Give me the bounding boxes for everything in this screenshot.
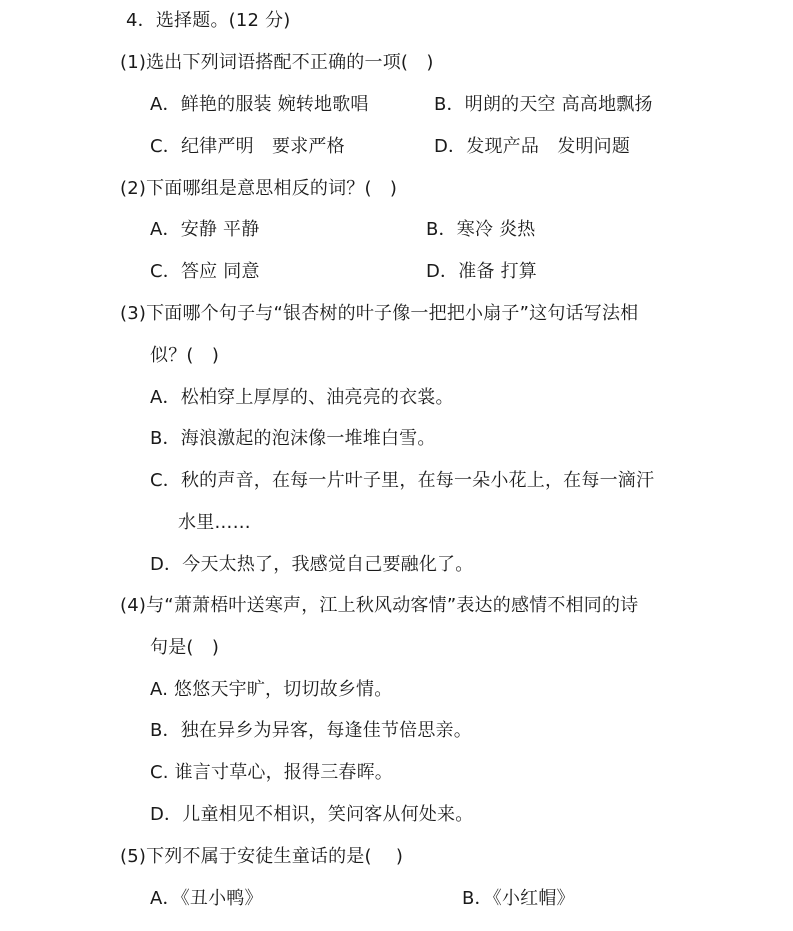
question-3-stem-line-1: (3)下面哪个句子与“银杏树的叶子像一把把小扇子”这句话写法相 xyxy=(120,303,639,324)
question-2-option-b: B．寒冷 炎热 xyxy=(426,219,536,240)
question-2-option-a: A．安静 平静 xyxy=(150,219,260,240)
question-3-option-d: D．今天太热了，我感觉自己要融化了。 xyxy=(150,554,474,575)
question-1-option-b: B．明朗的天空 高高地飘扬 xyxy=(434,94,653,115)
question-1-option-c: C．纪律严明 要求严格 xyxy=(150,136,345,157)
question-1-option-d: D．发现产品 发明问题 xyxy=(434,136,631,157)
question-3-option-c-line-1: C．秋的声音，在每一片叶子里，在每一朵小花上，在每一滴汗 xyxy=(150,470,655,491)
question-4-option-c: C. 谁言寸草心，报得三春晖。 xyxy=(150,762,394,783)
question-2-option-c: C．答应 同意 xyxy=(150,261,260,282)
question-3-option-b: B．海浪激起的泡沫像一堆堆白雪。 xyxy=(150,428,436,449)
question-4-stem-line-1: (4)与“萧萧梧叶送寒声，江上秋风动客情”表达的感情不相同的诗 xyxy=(120,595,639,616)
question-4-option-b: B．独在异乡为异客，每逢佳节倍思亲。 xyxy=(150,720,472,741)
question-5-option-b: B．《小红帽》 xyxy=(462,888,575,909)
question-3-option-c-line-2: 水里…… xyxy=(178,512,251,533)
section-heading: 4．选择题。(12 分) xyxy=(126,10,291,31)
question-4-stem-line-2: 句是( ) xyxy=(150,637,220,658)
question-2-option-d: D．准备 打算 xyxy=(426,261,537,282)
question-4-option-d: D．儿童相见不相识，笑问客从何处来。 xyxy=(150,804,474,825)
question-5-stem: (5)下列不属于安徒生童话的是( ) xyxy=(120,846,404,867)
question-4-option-a: A. 悠悠天宇旷，切切故乡情。 xyxy=(150,679,393,700)
question-3-option-a: A．松柏穿上厚厚的、油亮亮的衣裳。 xyxy=(150,387,454,408)
question-1-option-a: A．鲜艳的服装 婉转地歌唱 xyxy=(150,94,369,115)
question-1-stem: (1)选出下列词语搭配不正确的一项( ) xyxy=(120,52,434,73)
question-3-stem-line-2: 似？( ) xyxy=(150,345,220,366)
question-2-stem: (2)下面哪组是意思相反的词？( ) xyxy=(120,178,398,199)
question-5-option-a: A．《丑小鸭》 xyxy=(150,888,263,909)
